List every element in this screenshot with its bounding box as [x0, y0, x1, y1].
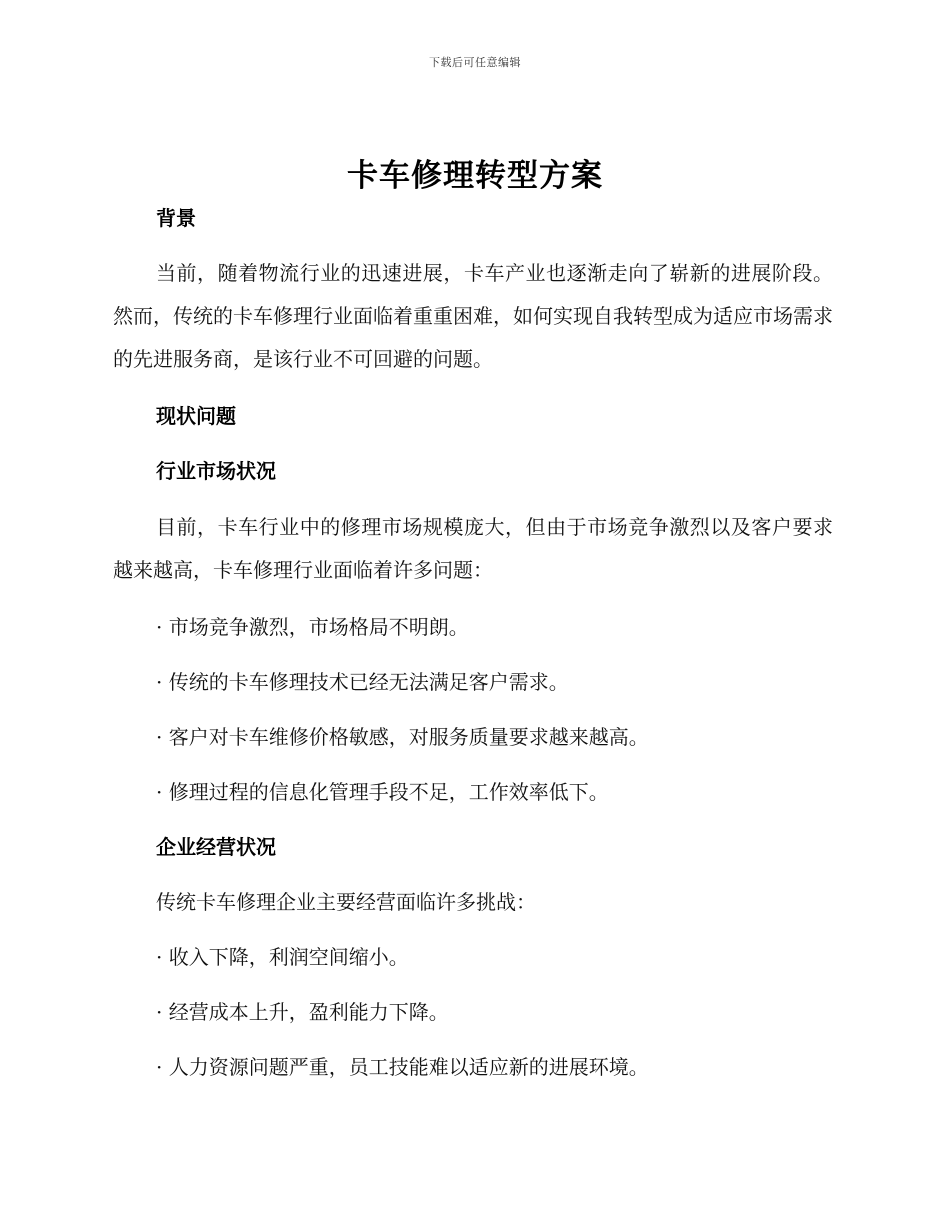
- bullet-item: · 修理过程的信息化管理手段不足，工作效率低下。: [156, 780, 609, 804]
- header-note: 下载后可任意编辑: [429, 56, 521, 69]
- document-body: [113, 198, 833, 1087]
- bullet-item: · 经营成本上升，盈利能力下降。: [156, 1000, 449, 1024]
- bullet-item: · 传统的卡车修理技术已经无法满足客户需求。: [156, 670, 569, 694]
- section-heading-enterprise: 企业经营状况: [156, 835, 276, 859]
- paragraph-background: 当前，随着物流行业的迅速进展，卡车产业也逐渐走向了崭新的进展阶段。然而，传统的卡车修理行业面临着重重困难，如何实现自我转型成为适应市场需求的先进服务商，是该行业不可回避的问题。: [113, 261, 833, 371]
- bullet-item: · 人力资源问题严重，员工技能难以适应新的进展环境。: [156, 1055, 649, 1079]
- section-heading-industry: 行业市场状况: [156, 459, 276, 483]
- bullet-item: · 收入下降，利润空间缩小。: [156, 945, 409, 969]
- section-heading-status: 现状问题: [156, 404, 236, 428]
- bullet-item: · 客户对卡车维修价格敏感，对服务质量要求越来越高。: [156, 725, 649, 749]
- paragraph-enterprise-intro: 传统卡车修理企业主要经营面临许多挑战：: [156, 890, 536, 914]
- paragraph-industry: 目前，卡车行业中的修理市场规模庞大，但由于市场竞争激烈以及客户要求越来越高，卡车修理行业面临着许多问题：: [113, 515, 833, 582]
- document-title: 卡车修理转型方案: [347, 158, 603, 194]
- section-heading-background: 背景: [156, 206, 196, 230]
- bullet-item: · 市场竞争激烈，市场格局不明朗。: [156, 615, 469, 639]
